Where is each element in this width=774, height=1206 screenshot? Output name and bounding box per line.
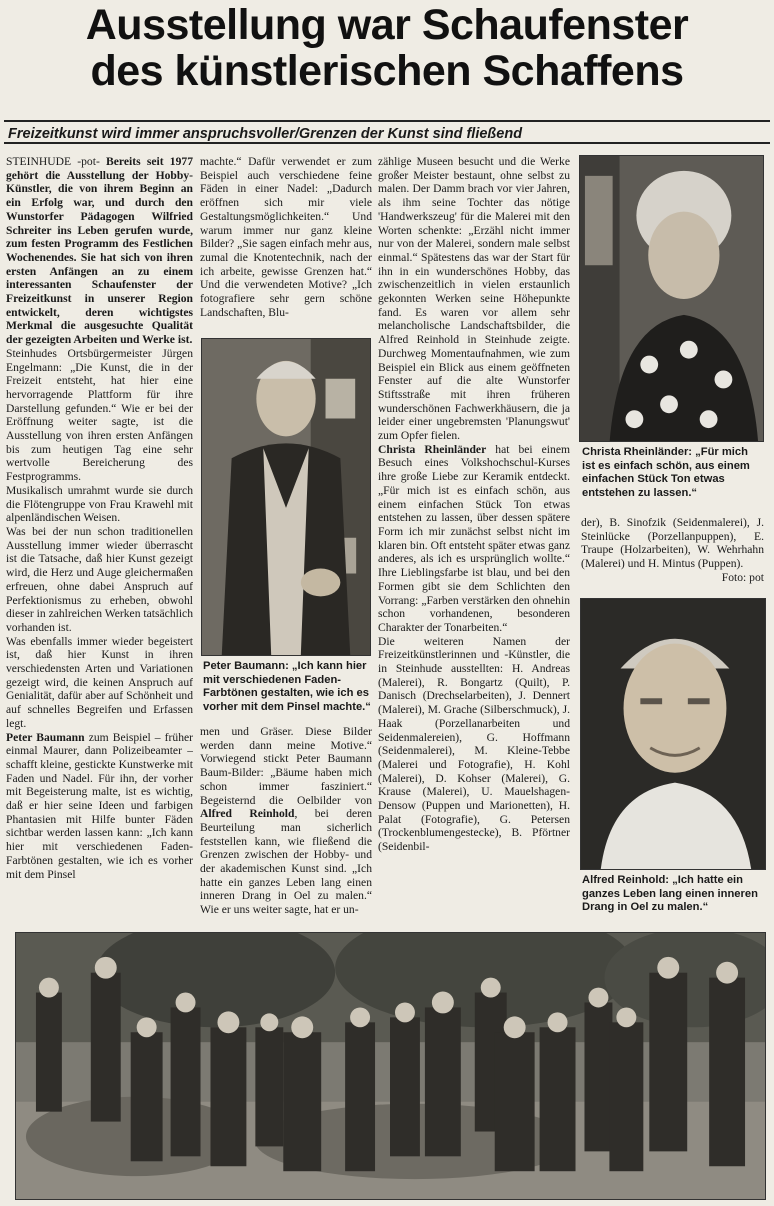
paragraph: Was ebenfalls immer wieder begeistert ist, daß hier Kunst in ihren verschiedensten Arten und Variationen gezeigt wird, die keinen Anspruch auf Genialität, dafür aber auf Schönheit und auf schnelles Begreifen und Erfassen legt. (6, 634, 193, 730)
name-highlight: Christa Rheinländer (378, 442, 487, 456)
paragraph: machte.“ Dafür verwendet er zum Beispiel auch verschiedene feine Fäden in einer Nadel: „Dadurch eröffnen sich mir viele Gestaltungsmöglichkeiten.“ Und warum immer nur ganz kleine Bilder? „Sie sagen einfach mehr aus, zumal die Knotentechnik, nach der ich arbeite, gewisse Grenzen hat.“ Und die verwendeten Motive? „Ich fotografiere sehr gern schöne Landschaften, Blu- (200, 155, 372, 319)
paragraph: der), B. Sinofzik (Seidenmalerei), J. Steinlücke (Porzellanpuppen), E. Traupe (Holzarbeiten), W. Wehrhahn (Malerei) und H. Mintus (Puppen). (581, 516, 764, 571)
name-highlight: Peter Baumann (6, 730, 85, 744)
group-photo (15, 932, 766, 1200)
paragraph: Was bei der nun schon traditionellen Ausstellung immer wieder überrascht ist die Tatsache, daß hier Kunst gezeigt wird, die Herz und Auge gleichermaßen erfreuen, ohne dabei Anspruch auf Perfektionismus zu erheben, obwohl dieser in zahlreichen Werken tatsächlich vorhanden ist. (6, 524, 193, 634)
article-column-3 (378, 155, 570, 925)
paragraph: zum Beispiel – früher einmal Maurer, dann Polizeibeamter – schafft kleine, gestickte Kunstwerke mit Faden und Nadel. Für ihn, der vorher mit Begeisterung malte, ist es wichtig, daß er hier seine Ideen und farbigen Phantasien mit Hilfe bunter Fäden sichtbar werden lassen kann: „Ich kann hier mit verschiedenen Faden-Farbtönen gestalten, wie ich es vorher mit dem Pinsel (6, 730, 193, 881)
dateline: STEINHUDE -pot- (6, 155, 100, 168)
caption-alfred-reinhold: Alfred Reinhold: „Ich hatte ein ganzes Leben lang einen inneren Drang in Oel zu malen.“ (582, 874, 758, 913)
headline (4, 2, 770, 94)
headline-line-2: des künstlerischen Schaffens (90, 47, 684, 95)
photo-credit: Foto: pot (721, 570, 764, 584)
paragraph: Musikalisch umrahmt wurde sie durch die Flötengruppe von Frau Krawehl mit alpenländischen Weisen. (6, 483, 193, 525)
subheadline: Freizeitkunst wird immer anspruchsvoller/Grenzen der Kunst sind fließend (4, 120, 770, 144)
paragraph: men und Gräser. Diese Bilder werden dann meine Motive.“ Vorwiegend stickt Peter Baumann Baum-Bilder: „Bäume haben mich schon immer fasziniert.“ Begeisternd die Oelbilder von (200, 725, 372, 807)
name-highlight: Alfred Reinhold (200, 807, 295, 821)
headline-line-1: Ausstellung war Schaufenster (85, 1, 689, 49)
paragraph: , bei deren Beurteilung man sicherlich feststellen kann, wie fließend die Grenzen zwischen der Hobby- und der akademischen Kunst sind. „Ich hatte ein ganzes Leben lang einen inneren Drang in Oel zu malen.“ Wie er uns weiter sagte, hat er un- (200, 807, 372, 917)
article-column-4 (581, 516, 764, 586)
caption-peter-baumann: Peter Baumann: „Ich kann hier mit verschiedenen Faden-Farbtönen gestalten, wie ich es vorher mit dem Pinsel machte.“ (203, 660, 371, 713)
lead-paragraph: Bereits seit 1977 gehört die Ausstellung der Hobby-Künstler, die von ihrem Beginn an ein Erfolg war, und durch den Wunstorfer Pädagogen Wilfried Schreiter ins Leben gerufen wurde, zum festen Programm des Festlichen Wochenendes. Sie hat sich von ihren ersten Anfängen an zu einem interessanten Schaufenster der Freizeitkunst in unserer Region entwickelt, deren wichtigstes Merkmal die ausgesuchte Qualität der gezeigten Arbeiten und Werke ist. (6, 155, 193, 347)
photo-christa-rheinlaender (579, 155, 764, 442)
caption-christa-rheinlaender: Christa Rheinländer: „Für mich ist es einfach schön, aus einem einfachen Stück Ton etwas entstehen zu lassen.“ (582, 446, 750, 499)
paragraph: Steinhudes Ortsbürgermeister Jürgen Engelmann: „Die Kunst, die in der Freizeit entsteht, hat hier eine hervorragende Plattform für ihre Darstellung gefunden.“ Wie er bei der Eröffnung weiter sagte, ist die Ausstellung von ihren ersten Anfängen bis zum heutigen Tag eine sehr wertvolle Bereicherung des Festprogramms. (6, 346, 193, 484)
paragraph: zählige Museen besucht und die Werke großer Meister bestaunt, ohne selbst zu malen. Der Damm brach vor vier Jahren, als ihm seine Tochter das nötige 'Handwerkszeug' für die Malerei mit den Worten schenkte: „Erzähl nicht immer nur von der Malerei, sondern male selbst einmal.“ Spätestens das war der Start für ihn in ein wunderschönes Hobby, das zwischenzeitlich in vielen erstaunlich gekonnten Werken seine Höhepunkte fand. Es waren vor allem sehr melancholische Landschaftsbilder, die Alfred Reinhold in Steinhude zeigte. Durchweg Momentaufnahmen, wie zum Beispiel ein Blick aus einem geöffneten Fenster auf die alte Wunstorfer Stiftsstraße mit ihren früheren wunderschönen Fachwerkhäusern, die ja leider einer ungebremsten 'Planungswut' zum Opfer fielen. (378, 155, 570, 443)
photo-alfred-reinhold (580, 598, 766, 870)
paragraph: hat bei einem Besuch eines Volkshochschul-Kurses ihre große Liebe zur Keramik entdeckt. „Für mich ist es einfach schön, aus einem einfachen Stück Ton etwas entstehen zu lassen, über dessen spätere Form ich mir zunächst selbst nicht im klaren bin. Oft entsteht später etwas ganz anderes, als ich es ursprünglich wollte.“ Ihre Lieblingsfarbe ist blau, und bei den Formen gibt sie dem Schlichten den Vorrang: „Farben verstärken den ohnehin schon vorhandenen, besonderen Charakter der Tonarbeiten.“ (378, 442, 570, 634)
article-column-2-top (200, 155, 372, 335)
paragraph: Die weiteren Namen der Freizeitkünstlerinnen und -Künstler, die in Steinhude ausstellten: H. Andreas (Malerei), R. Bongartz (Quilt), P. Danisch (Drechselarbeiten), J. Dennert (Malerei), M. Grache (Silberschmuck), J. Haak (Porzellanarbeiten und Seidenmalereien), G. Hoffmann (Seidenmalerei), M. Kleine-Tebbe (Malerei und Fotografie), H. Kohl (Malerei), D. Kohser (Malerei), G. Krause (Malerei), U. Mauelshagen-Densow (Puppen und Marionetten), H. Palat (Fotografie), G. Petersen (Trockenblumengestecke), B. Pförtner (Seidenbil- (378, 634, 570, 854)
article-column-2-bottom (200, 725, 372, 925)
article-column-1 (6, 155, 193, 930)
photo-peter-baumann (201, 338, 371, 656)
